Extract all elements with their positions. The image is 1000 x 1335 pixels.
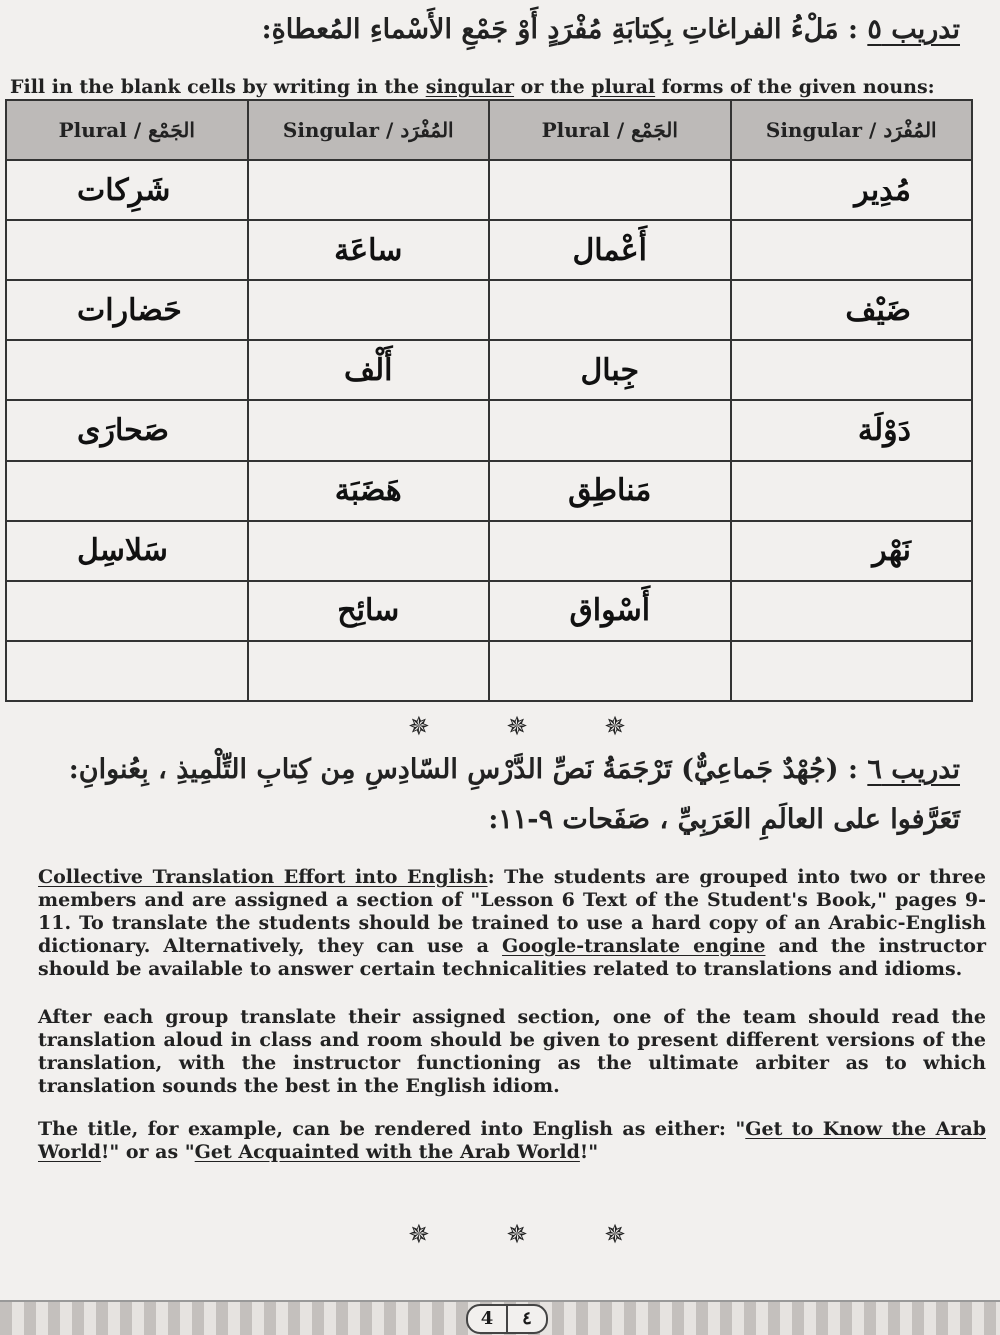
table-cell (248, 521, 490, 581)
paragraph-text: !" (579, 1141, 599, 1163)
header-plural: Plural / الجَمْع (6, 100, 248, 160)
table-row (6, 400, 972, 460)
translation-paragraph-1 (38, 866, 986, 981)
table-cell: حَضارات (6, 280, 248, 340)
table-cell: ضَيْف (731, 280, 973, 340)
paragraph-text: : The students are grouped into two or three members and are assigned a section of "Lesson 6 Text of the Student's Book," pages 9-11. To translate the students should be trained to use a hard copy of an Arabic-English dictionary. Alternatively, they can use a (38, 866, 986, 957)
table-cell: سائِح (248, 581, 490, 641)
table-cell: دَوْلَة (731, 400, 973, 460)
header-ar: المُفْرَد (883, 118, 937, 142)
paragraph-heading: Collective Translation Effort into English (38, 866, 488, 888)
instruction-text: or the (514, 76, 592, 98)
table-cell: مَناطِق (489, 461, 731, 521)
table-row (6, 521, 972, 581)
table-cell (6, 461, 248, 521)
header-en: Plural (58, 118, 127, 142)
paragraph-text: and the instructor should be available to answer certain technicalities related to translations and idioms. (38, 935, 986, 980)
translation-paragraph-3 (38, 1118, 986, 1164)
table-cell (489, 641, 731, 701)
table-cell (731, 581, 973, 641)
page-number (466, 1304, 548, 1334)
table-cell: هَضَبَة (248, 461, 490, 521)
table-row (6, 160, 972, 220)
table-cell (489, 400, 731, 460)
header-ar: الجَمْع (631, 118, 678, 142)
table-cell (248, 280, 490, 340)
table-row (6, 641, 972, 701)
singular-plural-table (5, 99, 973, 702)
header-ar: المُفْرَد (400, 118, 454, 142)
header-en: Singular (765, 118, 863, 142)
header-ar: الجَمْع (148, 118, 195, 142)
exercise-6-title-line2: تَعَرَّفوا على العالَمِ العَرَبِيِّ ، صَفَحات ٩-١١: (488, 804, 960, 835)
table-cell: أَعْمال (489, 220, 731, 280)
table-cell: جِبال (489, 340, 731, 400)
table-row (6, 461, 972, 521)
table-row (6, 581, 972, 641)
header-singular: Singular / المُفْرَد (731, 100, 973, 160)
exercise-6-title-text: : (جُهْدٌ جَماعِيٌّ) تَرْجَمَةُ نَصِّ الدَّرْسِ السّادِسِ مِن كِتابِ التِّلْمِيذِ ، بِعُنوانِ: (68, 754, 858, 785)
table-cell: أَسْواق (489, 581, 731, 641)
header-en: Singular (282, 118, 380, 142)
exercise-5-instruction (10, 76, 970, 98)
table-cell: أَلْف (248, 340, 490, 400)
paragraph-text: !" or as " (100, 1141, 195, 1163)
table-cell (248, 400, 490, 460)
page-number-en: 4 (480, 1308, 494, 1329)
table-cell: سَلاسِل (6, 521, 248, 581)
table-cell: نَهْر (731, 521, 973, 581)
exercise-5-label: تدريب ٥ (867, 14, 960, 45)
title-option-2: Get Acquainted with the Arab World (194, 1141, 580, 1163)
table-cell (248, 160, 490, 220)
header-singular: Singular / المُفْرَد (248, 100, 490, 160)
table-cell (6, 641, 248, 701)
table-header-row (6, 100, 972, 160)
exercise-6-title (30, 750, 960, 790)
table-row (6, 220, 972, 280)
exercise-6-label: تدريب ٦ (867, 754, 960, 785)
google-translate-link: Google-translate engine (502, 935, 766, 957)
translation-paragraph-2: After each group translate their assigned section, one of the team should read the translation aloud in class and room should be given to present different versions of the translation, with the instructor functioning as the ultimate arbiter as to which translation sounds the best in the English idiom. (38, 1006, 986, 1097)
table-cell: شَرِكات (6, 160, 248, 220)
title-option-1: Get to Know the Arab World (38, 1118, 986, 1163)
table-cell (489, 521, 731, 581)
header-en: Plural (541, 118, 610, 142)
ornament-divider-icon: ✵ ✵ ✵ (408, 712, 660, 742)
table-cell (731, 461, 973, 521)
instruction-plural: plural (591, 76, 656, 98)
exercise-5-title (30, 10, 960, 50)
table-cell (489, 280, 731, 340)
ornament-divider-icon: ✵ ✵ ✵ (408, 1220, 660, 1250)
table-cell (6, 340, 248, 400)
table-cell (731, 340, 973, 400)
instruction-text: forms of the given nouns: (655, 76, 935, 98)
table-cell (731, 220, 973, 280)
table-cell (248, 641, 490, 701)
table-cell: صَحارَى (6, 400, 248, 460)
header-plural: Plural / الجَمْع (489, 100, 731, 160)
table-cell: مُدِير (731, 160, 973, 220)
table-cell (489, 160, 731, 220)
instruction-singular: singular (425, 76, 515, 98)
table-cell (6, 220, 248, 280)
table-row (6, 340, 972, 400)
paragraph-text: The title, for example, can be rendered into English as either: " (38, 1118, 746, 1140)
page-number-ar: ٤ (506, 1306, 546, 1332)
table-cell (731, 641, 973, 701)
instruction-text: Fill in the blank cells by writing in the (10, 76, 426, 98)
table-cell (6, 581, 248, 641)
table-cell: ساعَة (248, 220, 490, 280)
exercise-5-title-text: : مَلْءُ الفراغاتِ بِكِتابَةِ مُفْرَدٍ أَوْ جَمْعِ الأَسْماءِ المُعطاةِ: (261, 14, 858, 45)
table-row (6, 280, 972, 340)
